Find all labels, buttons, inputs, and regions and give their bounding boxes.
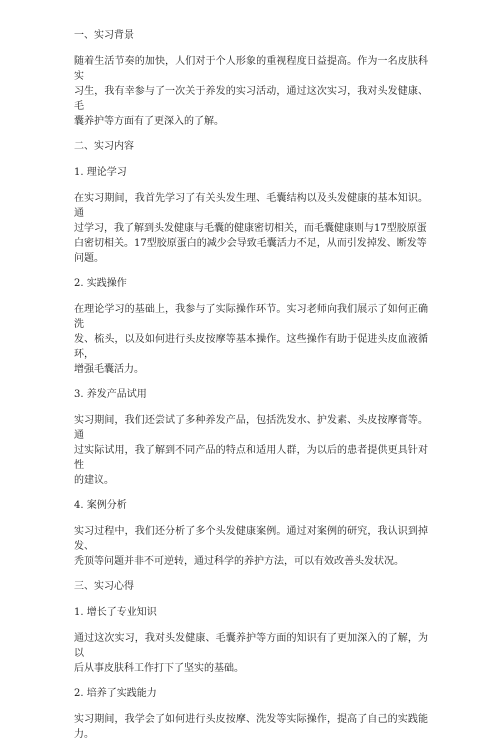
text-line: 通过这次实习，我对头发健康、毛囊养护等方面的知识有了更加深入的了解，为以: [74, 633, 428, 659]
text-line: 实习期间，我们还尝试了多种养发产品，包括洗发水、护发素、头皮按摩膏等。通: [74, 415, 428, 441]
paragraph-theory: [74, 191, 428, 266]
paragraph-practice: [74, 302, 428, 377]
paragraph-product-trial: [74, 413, 428, 488]
text-line: 在理论学习的基础上，我参与了实际操作环节。实习老师向我们展示了如何正确洗: [74, 304, 428, 330]
text-line: 后从事皮肤科工作打下了坚实的基础。: [74, 663, 244, 674]
paragraph-knowledge: [74, 631, 428, 676]
text-line: 秃顶等问题并非不可逆转，通过科学的养护方法，可以有效改善头发状况。: [74, 556, 404, 567]
text-line: 实习过程中，我们还分析了多个头发健康案例。通过对案例的研究，我认识到掉发、: [74, 526, 428, 552]
text-line: 在实习期间，我首先学习了有关头发生理、毛囊结构以及头发健康的基本知识。通: [74, 193, 428, 219]
subheading-theory: 1. 理论学习: [74, 167, 127, 178]
subheading-knowledge: 1. 增长了专业知识: [74, 607, 157, 618]
text-line: 过学习，我了解到头发健康与毛囊的健康密切相关，而毛囊健康则与17型胶原蛋: [74, 223, 427, 234]
text-line: 白密切相关。17型胶原蛋白的减少会导致毛囊活力不足，从而引发掉发、断发等: [74, 238, 427, 249]
paragraph-background: [74, 54, 428, 129]
subheading-practice: 2. 实践操作: [74, 278, 127, 289]
text-line: 的建议。: [74, 475, 114, 486]
text-line: 习生，我有幸参与了一次关于养发的实习活动，通过这次实习，我对头发健康、毛: [74, 86, 428, 112]
text-line: 过实际试用，我了解到不同产品的特点和适用人群，为以后的患者提供更具针对性: [74, 445, 428, 471]
text-line: 问题。: [74, 253, 104, 264]
subheading-case-analysis: 4. 案例分析: [74, 500, 127, 511]
section-heading-content: 二、实习内容: [74, 141, 134, 152]
subheading-product-trial: 3. 养发产品试用: [74, 389, 147, 400]
text-line: 发、梳头，以及如何进行头皮按摩等基本操作。这些操作有助于促进头皮血液循环，: [74, 334, 428, 360]
section-heading-reflection: 三、实习心得: [74, 581, 134, 592]
paragraph-skills: [74, 712, 428, 742]
subheading-skills: 2. 培养了实践能力: [74, 688, 157, 699]
paragraph-case-analysis: [74, 524, 428, 569]
section-heading-background: 一、实习背景: [74, 30, 134, 41]
text-line: 囊养护等方面有了更深入的了解。: [74, 116, 224, 127]
text-line: 随着生活节奏的加快，人们对于个人形象的重视程度日益提高。作为一名皮肤科实: [74, 56, 428, 82]
text-line: 增强毛囊活力。: [74, 364, 144, 375]
text-line: 实习期间，我学会了如何进行头皮按摩、洗发等实际操作，提高了自己的实践能力。: [74, 714, 428, 740]
